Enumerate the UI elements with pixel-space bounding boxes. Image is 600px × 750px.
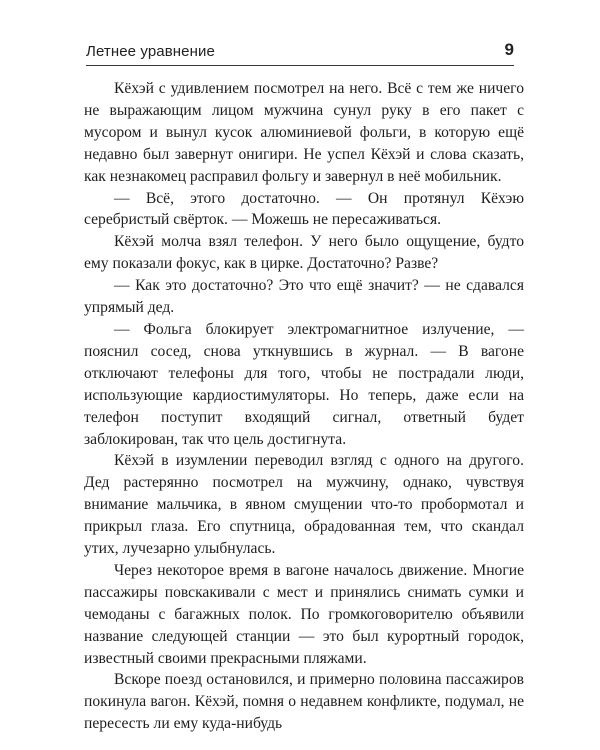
paragraph: Через некоторое время в вагоне началось движение. Многие пассажиры повскакивали с мест и принялись снимать сумки и чемоданы с багажных полок. По громкоговорителю объявили название следующей станции — это был курортный городок, известный своими прекрасными пляжами. (84, 561, 524, 667)
body-text (84, 78, 524, 735)
paragraph: Кёхэй в изумлении переводил взгляд с одного на другого. Дед растерянно посмотрел на мужчину, однако, чувствуя внимание мальчика, в явном смущении что-то пробормотал и прикрыл глаза. Его спутница, обрадованная тем, что скандал утих, лучезарно улыбнулась. (84, 452, 524, 558)
paragraph: Кёхэй молча взял телефон. У него было ощущение, будто ему показали фокус, как в цирке. Достаточно? Разве? (84, 233, 524, 273)
page-number: 9 (504, 40, 514, 59)
paragraph: — Всё, этого достаточно. — Он протянул Кёхэю серебристый свёрток. — Можешь не пересаживаться. (84, 189, 524, 229)
running-title: Летнее уравнение (86, 43, 215, 60)
running-header (86, 40, 514, 64)
paragraph: Кёхэй с удивлением посмотрел на него. Всё с тем же ничего не выражающим лицом мужчина сунул руку в его пакет с мусором и вынул кусок алюминиевой фольги, в которую ещё недавно был завернут онигири. Не успел Кёхэй и слова сказать, как незнакомец расправил фольгу и завернул в неё мобильник. (84, 80, 524, 185)
paragraph: Вскоре поезд остановился, и примерно половина пассажиров покинула вагон. Кёхэй, помня о недавнем конфликте, подумал, не пересесть ли ему куда-нибудь (84, 671, 524, 733)
header-rule (86, 65, 514, 66)
paragraph: — Фольга блокирует электромагнитное излучение, — пояснил сосед, снова уткнувшись в журнал. — В вагоне отключают телефоны для того, чтобы не пострадали люди, использующие кардиостимуляторы. Но теперь, даже если на телефон поступит входящий сигнал, ответный будет заблокирован, так что цель достигнута. (84, 320, 524, 448)
paragraph: — Как это достаточно? Это что ещё значит? — не сдавался упрямый дед. (84, 277, 524, 317)
